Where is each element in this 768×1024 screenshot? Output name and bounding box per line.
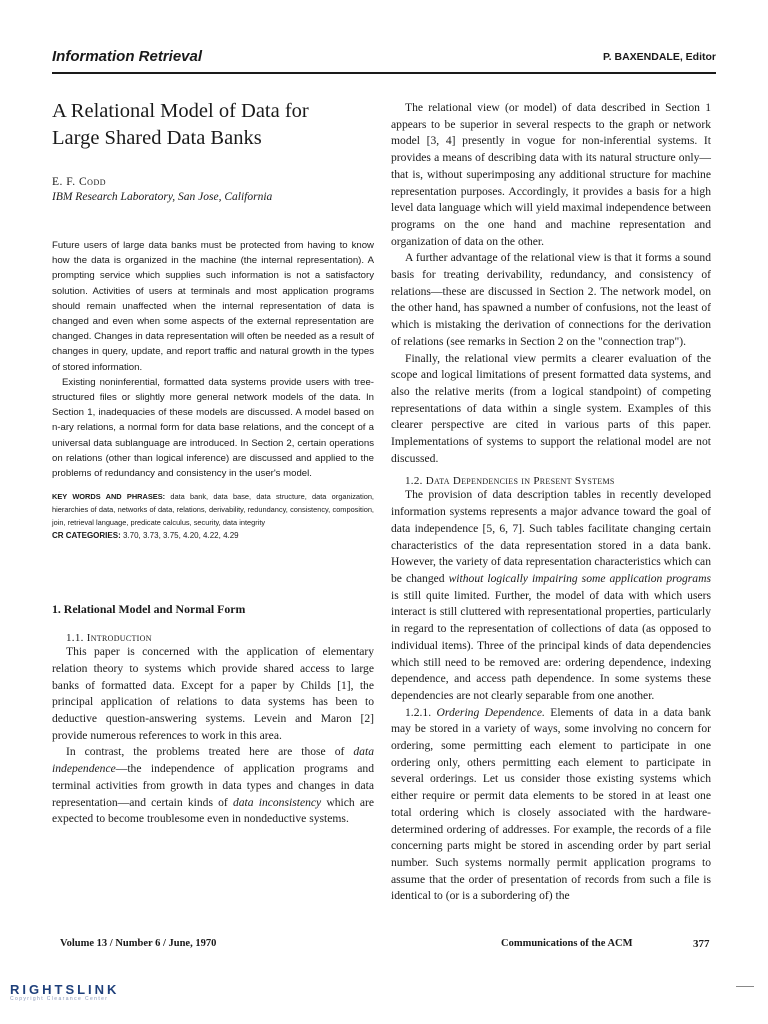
header-rule (52, 72, 716, 74)
cr-values: 3.70, 3.73, 3.75, 4.20, 4.22, 4.29 (122, 531, 239, 541)
paragraph-number: 1.2.1. (405, 705, 432, 719)
keywords-label: KEY WORDS AND PHRASES: (52, 492, 166, 502)
cr-categories (52, 529, 374, 542)
subsection-heading (66, 632, 374, 644)
body-paragraph: The provision of data description tables in recently developed information systems represents a major advance toward the goal of data independence [5, 6, 7]. Such tables facilitate changing certain characteristics of the data representation stored in a data bank. However, the variety of data representation characteristics which can be changed without logically impairing some application programs is still quite limited. Further, the model of data with which users interact is still cluttered with representational properties, particularly in regard to the representation of collections of data (as opposed to individual items). Three of the principal kinds of data dependencies which still need to be removed are: ordering dependence, indexing dependence, and access path dependence. In some systems these dependencies are not clearly separable from one another. (391, 488, 711, 702)
author-affiliation: IBM Research Laboratory, San Jose, California (52, 191, 273, 203)
left-column (52, 98, 374, 828)
body-paragraph: Finally, the relational view permits a clearer evaluation of the scope and logical limitations of present formatted data systems, and also the relative merits (from a logical standpoint) of competing representations of data within a single system. Examples of this clearer perspective are cited in various parts of this paper. Implementations of systems to support the relational model are not discussed. (391, 351, 711, 465)
abstract (52, 238, 374, 542)
emphasis: Ordering Dependence. (436, 705, 545, 719)
section-heading: 1. Relational Model and Normal Form (52, 602, 246, 617)
section-name: Information Retrieval (52, 48, 203, 65)
page-number: 377 (693, 938, 710, 950)
emphasis: data independence (52, 745, 374, 776)
subsection-number: 1.2. (405, 475, 423, 488)
footer-volume: Volume 13 / Number 6 / June, 1970 (60, 938, 217, 949)
emphasis: without logically impairing some application programs (448, 571, 711, 585)
subsection-heading (405, 475, 711, 487)
subsection-title: Data Dependencies in Present Systems (425, 475, 615, 488)
rightslink-wordmark: RIGHTSLINK (10, 982, 120, 997)
body-paragraph: 1.2.1. Ordering Dependence. Elements of data in a data bank may be stored in a variety of ways, some involving no concern for ordering, some permitting each element to participate in one ordering only, others permitting each element to participate in several orderings. Let us consider those existing systems which either require or permit data elements to be stored in at least one total ordering which is closely associated with the hardware-determined ordering of addresses. For example, the records of a file concerning parts might be stored in ascending order by part serial number. Such systems normally permit application programs to assume that the order of presentation of records from such a file is identical to (or is a subordering of) the (391, 705, 711, 903)
body-paragraph: This paper is concerned with the application of elementary relation theory to systems which provide shared access to large banks of formatted data. Except for a paper by Childs [1], the principal application of relations to data systems has been to deductive question-answering systems. Levein and Maron [2] provide numerous references to work in this area. (52, 645, 374, 742)
right-column (391, 100, 711, 905)
margin-mark (736, 986, 754, 987)
cr-label: CR CATEGORIES: (52, 531, 121, 541)
editor-credit: P. BAXENDALE, Editor (603, 51, 716, 63)
rightslink-logo (10, 982, 119, 1002)
article-title (52, 98, 374, 152)
abstract-paragraph-2: Existing noninferential, formatted data systems provide users with tree-structured files or slightly more general network models of the data. In Section 1, inadequacies of these models are discussed. A model based on n-ary relations, a normal form for data base relations, and the concept of a universal data sublanguage are introduced. In Section 2, certain operations on relations (other than logical inference) are discussed and applied to the problems of redundancy and consistency in the user's model. (52, 376, 374, 480)
title-line-2: Large Shared Data Banks (52, 127, 262, 149)
subsection-title: Introduction (86, 632, 152, 645)
keywords-list: data bank, data base, data structure, data organization, hierarchies of data, networks of data, relations, derivability, redundancy, consistency, composition, join, retrieval language, predicate calculus, security, data integrity (52, 492, 374, 528)
author-name: E. F. Codd (52, 176, 107, 188)
body-paragraph: A further advantage of the relational view is that it forms a sound basis for treating derivability, redundancy, and consistency of relations—these are discussed in Section 2. The network model, on the other hand, has spawned a number of confusions, not the least of which is mistaking the derivation of connections for the derivation of relations (see remarks in Section 2 on the "connection trap"). (391, 251, 711, 348)
footer-journal: Communications of the ACM (501, 938, 633, 949)
emphasis: data inconsistency (232, 795, 322, 809)
subsection-number: 1.1. (66, 632, 84, 645)
rightslink-subtitle: Copyright Clearance Center (10, 996, 109, 1002)
body-paragraph: In contrast, the problems treated here are those of data independence—the independence of application programs and terminal activities from growth in data types and changes in data representation—and certain kinds of data inconsistency which are expected to become troublesome even in nondeductive systems. (52, 745, 374, 826)
abstract-paragraph-1: Future users of large data banks must be protected from having to know how the data is organized in the machine (the internal representation). A prompting service which supplies such information is not a satisfactory solution. Activities of users at terminals and most application programs should remain unaffected when the internal representation of data is changed and even when some aspects of the external representation are changed. Changes in data representation will often be needed as a result of changes in query, update, and report traffic and natural growth in the types of stored information. (52, 240, 374, 373)
title-line-1: A Relational Model of Data for (52, 100, 309, 122)
keywords-block (52, 490, 374, 542)
body-paragraph: The relational view (or model) of data described in Section 1 appears to be superior in several respects to the graph or network model [3, 4] presently in vogue for non-inferential systems. It provides a means of describing data with its natural structure only—that is, without superimposing any additional structure for machine representation purposes. Accordingly, it provides a basis for a high level data language which will yield maximal independence between programs on the one hand and machine representation and organization of data on the other. (391, 101, 711, 248)
